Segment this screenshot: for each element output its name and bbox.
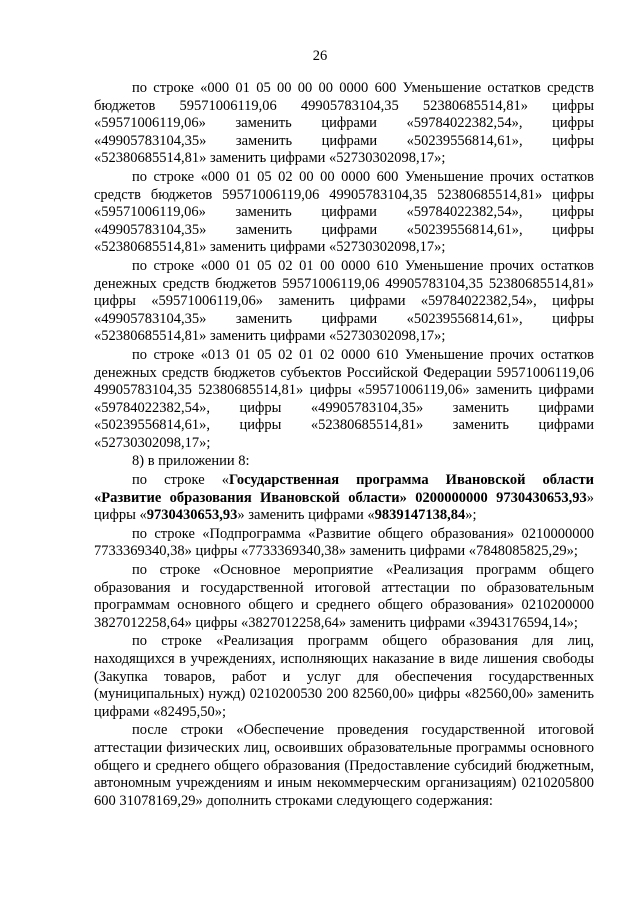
text-run: по строке «Реализация программ общего образования для лиц, находящихся в учреждениях, исполняющих наказание в виде лишения свободы (Закупка товаров, работ и услуг для обеспечения государственных (муниципальных) нужд) 0210200530 200 82560,00» цифры «82560,00» заменить цифрами «82495,50»; <box>94 633 594 720</box>
text-run: по строке « <box>132 472 229 489</box>
document-body <box>94 80 594 810</box>
paragraph <box>94 169 594 257</box>
text-run: по строке «000 01 05 02 01 00 0000 610 Уменьшение прочих остатков денежных средств бюджетов 59571006119,06 49905783104,35 52380685514,81» цифры «59571006119,06» заменить цифрами «59784022382,54», цифры «49905783104,35» заменить цифрами «50239556814,61», цифры «52380685514,81» заменить цифрами «52730302098,17»; <box>94 257 594 345</box>
paragraph <box>94 722 594 810</box>
paragraph <box>94 633 594 721</box>
text-run: по строке «000 01 05 02 00 00 0000 600 Уменьшение прочих остатков средств бюджетов 59571006119,06 49905783104,35 52380685514,81» цифры «59571006119,06» заменить цифрами «59784022382,54», цифры «49905783104,35» заменить цифрами «50239556814,61», цифры «52380685514,81» заменить цифрами «52730302098,17»; <box>94 168 594 256</box>
text-run: » цифры « <box>94 489 594 524</box>
text-run: по строке «013 01 05 02 01 02 0000 610 Уменьшение прочих остатков денежных средств бюджетов субъектов Российской Федерации 59571006119,06 49905783104,35 52380685514,81» цифры «59571006119,06» заменить цифрами «59784022382,54», цифры «49905783104,35» заменить цифрами «50239556814,61», цифры «52380685514,81» заменить цифрами «52730302098,17»; <box>94 346 594 451</box>
paragraph <box>94 258 594 346</box>
bold-text-run: Государственная программа Ивановской области «Развитие образования Ивановской области» 0200000000 9730430653,93 <box>94 472 594 506</box>
text-run: по строке «Основное мероприятие «Реализация программ общего образования и государственной итоговой аттестации по образовательным программам основного общего и среднего общего образования» 0210200000 3827012258,64» цифры «3827012258,64» заменить цифрами «3943176594,14»; <box>94 562 594 631</box>
text-run: после строки «Обеспечение проведения государственной итоговой аттестации физических лиц, освоивших образовательные программы основного общего и среднего общего образования (Предоставление субсидий бюджетным, автономным учреждениям и иным некоммерческим организациям) 0210205800 600 31078169,29» дополнить строками следующего содержания: <box>94 722 594 809</box>
text-run: » заменить цифрами « <box>237 507 375 524</box>
paragraph <box>94 562 594 632</box>
bold-text-run: 9730430653,93 <box>146 507 238 524</box>
text-run: 8) в приложении 8: <box>132 453 250 470</box>
text-run: по строке «000 01 05 00 00 00 0000 600 Уменьшение остатков средств бюджетов 59571006119,06 49905783104,35 52380685514,81» цифры «59571006119,06» заменить цифрами «59784022382,54», цифры «49905783104,35» заменить цифрами «50239556814,61», цифры «52380685514,81» заменить цифрами «52730302098,17»; <box>94 80 594 167</box>
paragraph <box>94 472 594 525</box>
paragraph <box>94 526 594 561</box>
bold-text-run: 9839147138,84 <box>374 507 466 524</box>
text-run: »; <box>465 507 477 524</box>
paragraph <box>94 453 594 471</box>
paragraph <box>94 347 594 453</box>
paragraph <box>94 80 594 168</box>
text-run: по строке «Подпрограмма «Развитие общего образования» 0210000000 7733369340,38» цифры «7733369340,38» заменить цифрами «7848085825,29»; <box>94 525 594 560</box>
page-number: 26 <box>312 48 328 64</box>
